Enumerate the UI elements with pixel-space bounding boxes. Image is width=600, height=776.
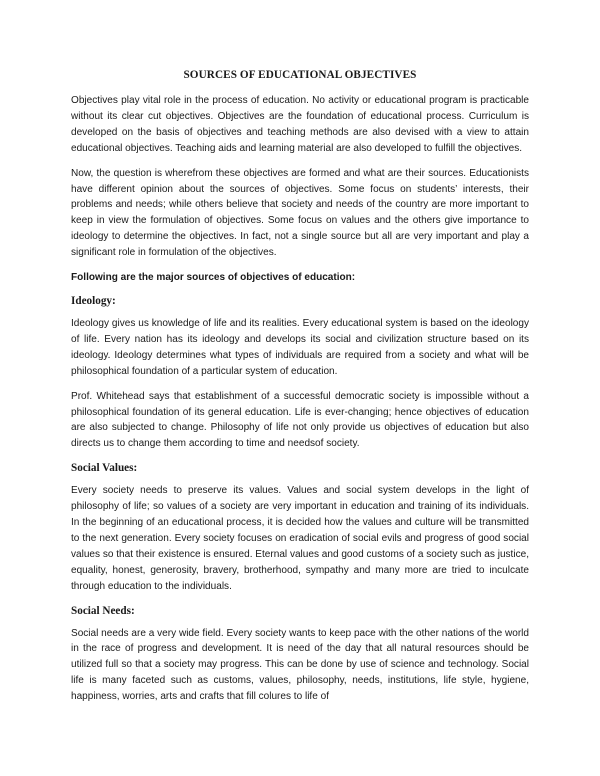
sources-lead-in: Following are the major sources of objectives of education: [71, 272, 356, 284]
ideology-paragraph: Ideology gives us knowledge of life and its realities. Every educational system is based on the ideology of life. Every nation has its ideology and develops its social and civilization structure based on its ideology. Ideology determines what types of individuals are required from a society and what will be philosophical foundation of a particular system of education. [71, 317, 529, 377]
document-page [71, 68, 529, 714]
section-heading-social-values: Social Values: [71, 462, 138, 475]
intro-paragraph: Now, the question is wherefrom these objectives are formed and what are their sources. Educationists have different opinion about the sources of objectives. Some focus on students’ interests, their problems and needs; while others believe that society and needs of the country are more important to keep in view the formulation of objectives. Some focus on values and the others give importance to ideology to determine the objectives. In fact, not a single source but all are very important and play a significant role in formulation of the objectives. [71, 167, 529, 259]
social-needs-paragraph: Social needs are a very wide field. Every society wants to keep pace with the other nations of the world in the race of progress and development. It is need of the day that all natural resources should be utilized full so that a society may progress. This can be done by use of science and technology. Social life is many faceted such as customs, values, philosophy, needs, institutions, life style, hygiene, happiness, worries, arts and crafts that fill colures to life of [71, 627, 529, 703]
intro-paragraph: Objectives play vital role in the process of education. No activity or educational program is practicable without its clear cut objectives. Objectives are the foundation of educational process. Curriculum is developed on the basis of objectives and teaching methods are also devised with a view to attain educational objectives. Teaching aids and learning material are also developed to fulfill the objectives. [71, 95, 529, 154]
ideology-paragraph: Prof. Whitehead says that establishment of a successful democratic society is impossible without a philosophical foundation of its general education. Life is ever-changing; hence objectives of education are also subjected to change. Philosophy of life not only provide us objectives of education but also directs us to change them according to time and needsof society. [71, 390, 529, 450]
social-values-paragraph: Every society needs to preserve its values. Values and social system develops in the light of philosophy of life; so values of a society are very important in education and training of its individuals. In the beginning of an educational process, it is decided how the values and culture will be transmitted to the next generation. Every society focuses on eradication of social evils and progress of good social values so that their existence is ensured. Eternal values and good customs of a society such as justice, equality, honest, generosity, bravery, brotherhood, sympathy and many more are tried to inculcate through education to the individuals. [71, 485, 529, 592]
section-heading-social-needs: Social Needs: [71, 604, 135, 617]
section-heading-ideology: Ideology: [71, 294, 116, 307]
document-title: SOURCES OF EDUCATIONAL OBJECTIVES [183, 69, 417, 81]
